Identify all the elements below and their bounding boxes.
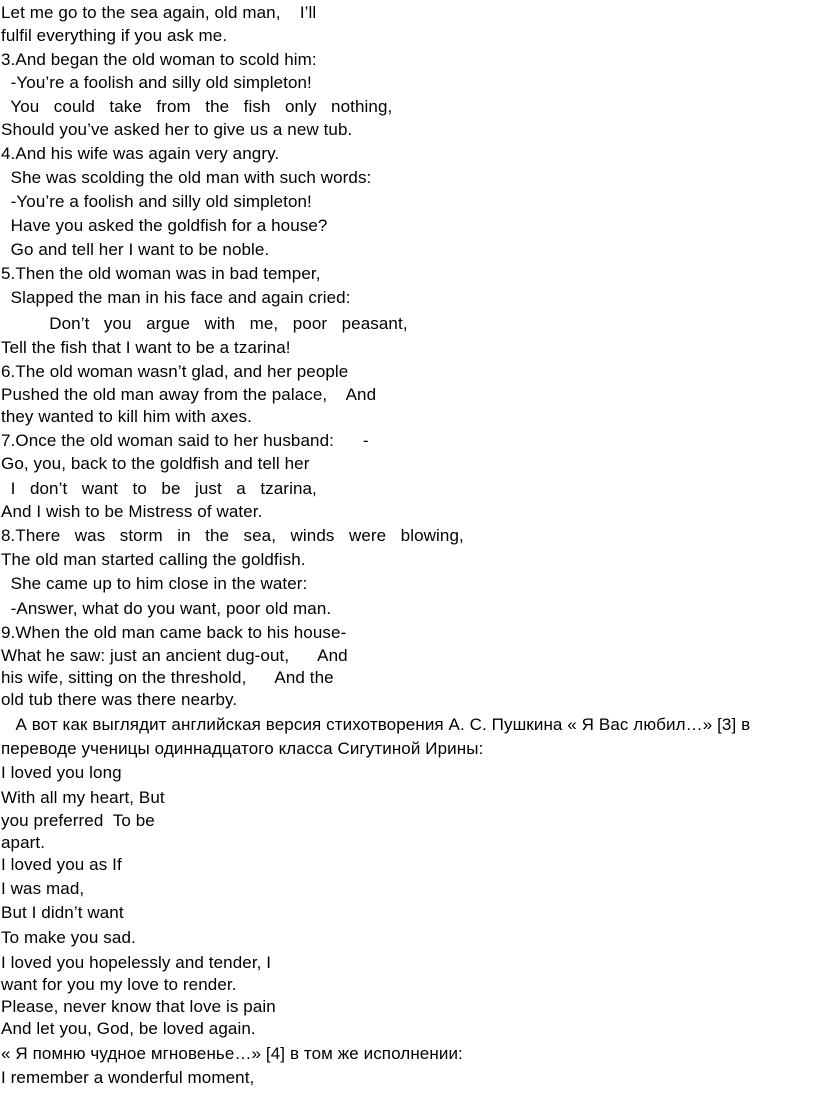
text-line: they wanted to kill him with axes. xyxy=(1,407,252,426)
text-line: fulfil everything if you ask me. xyxy=(1,26,228,45)
text-line: 4.And his wife was again very angry. xyxy=(1,144,280,163)
text-line: But I didn’t want xyxy=(1,903,124,922)
text-line: With all my heart, But xyxy=(1,788,165,807)
text-line: 3.And began the old woman to scold him: xyxy=(1,50,317,69)
text-line: 9.When the old man came back to his house- xyxy=(1,623,347,642)
text-line: Please, never know that love is pain xyxy=(1,997,276,1016)
text-line: old tub there was there nearby. xyxy=(1,690,238,709)
text-line: You could take from the fish only nothing, xyxy=(1,97,393,116)
text-line: I don’t want to be just a tzarina, xyxy=(1,479,317,498)
text-line: Tell the fish that I want to be a tzarina! xyxy=(1,338,291,357)
text-line: She came up to him close in the water: xyxy=(1,574,308,593)
text-line: 8.There was storm in the sea, winds were blowing, xyxy=(1,526,464,545)
text-line: She was scolding the old man with such words: xyxy=(1,168,372,187)
text-line: Pushed the old man away from the palace, And xyxy=(1,385,377,404)
text-line: 5.Then the old woman was in bad temper, xyxy=(1,264,321,283)
text-line: « Я помню чудное мгновенье…» [4] в том же исполнении: xyxy=(1,1044,463,1063)
text-line: I loved you hopelessly and tender, I xyxy=(1,953,272,972)
text-line: I was mad, xyxy=(1,879,85,898)
text-line: А вот как выглядит английская версия стихотворения А. С. Пушкина « Я Вас любил…» [3] в xyxy=(1,715,751,734)
text-line: I remember a wonderful moment, xyxy=(1,1068,255,1087)
text-line: Slapped the man in his face and again cried: xyxy=(1,288,351,307)
text-line: apart. xyxy=(1,833,46,852)
text-line: I loved you long xyxy=(1,763,122,782)
text-line: Go and tell her I want to be noble. xyxy=(1,240,270,259)
text-line: 7.Once the old woman said to her husband: - xyxy=(1,431,369,450)
text-line: 6.The old woman wasn’t glad, and her people xyxy=(1,362,349,381)
text-line: What he saw: just an ancient dug-out, And xyxy=(1,646,348,665)
text-line: -Answer, what do you want, poor old man. xyxy=(1,599,332,618)
text-line: his wife, sitting on the threshold, And the xyxy=(1,668,334,687)
text-line: The old man started calling the goldfish. xyxy=(1,550,306,569)
text-line: I loved you as If xyxy=(1,855,122,874)
text-line: Let me go to the sea again, old man, I’ll xyxy=(1,3,317,22)
text-line: Have you asked the goldfish for a house? xyxy=(1,216,328,235)
text-line: переводе ученицы одиннадцатого класса Сигутиной Ирины: xyxy=(1,739,484,758)
text-line: And I wish to be Mistress of water. xyxy=(1,502,263,521)
text-line: Don’t you argue with me, poor peasant, xyxy=(1,314,408,333)
text-line: -You’re a foolish and silly old simpleton! xyxy=(1,192,312,211)
text-line: -You’re a foolish and silly old simpleton! xyxy=(1,73,312,92)
text-line: want for you my love to render. xyxy=(1,975,237,994)
text-line: you preferred To be xyxy=(1,811,155,830)
text-line: And let you, God, be loved again. xyxy=(1,1019,256,1038)
text-line: To make you sad. xyxy=(1,928,136,947)
text-line: Should you’ve asked her to give us a new tub. xyxy=(1,120,353,139)
text-line: Go, you, back to the goldfish and tell her xyxy=(1,454,310,473)
